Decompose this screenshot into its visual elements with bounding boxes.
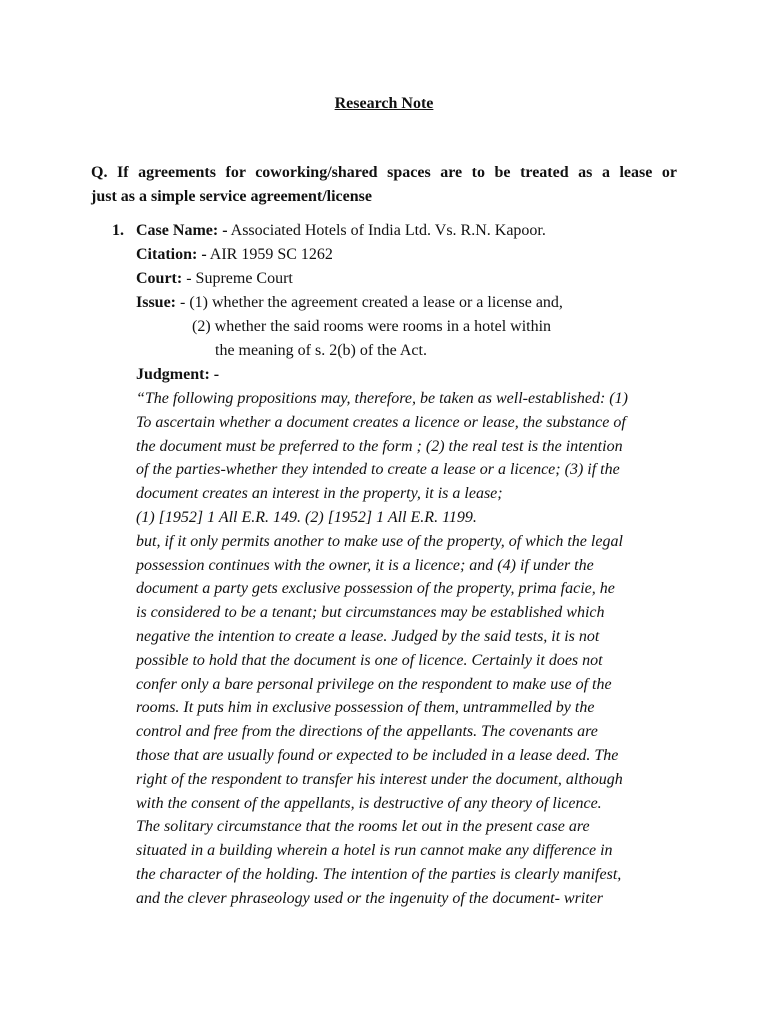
judgment-line: confer only a bare personal privilege on the respondent to make use of the	[136, 675, 612, 693]
judgment-line: possible to hold that the document is one of licence. Certainly it does not	[136, 651, 603, 669]
judgment-line: but, if it only permits another to make use of the property, of which the legal	[136, 532, 623, 550]
citation-row	[136, 243, 682, 267]
judgment-line: document creates an interest in the property, it is a lease;	[136, 485, 503, 503]
citation-value: AIR 1959 SC 1262	[206, 246, 333, 263]
issue-value-2: (2) whether the said rooms were rooms in a hotel within	[192, 318, 552, 335]
judgment-line: “The following propositions may, therefore, be taken as well-established: (1)	[136, 390, 628, 407]
judgment-line: (1) [1952] 1 All E.R. 149. (2) [1952] 1 All E.R. 1199.	[136, 508, 477, 526]
case-name-label: Case Name: -	[136, 222, 228, 239]
judgment-line: negative the intention to create a lease. Judged by the said tests, it is not	[136, 627, 600, 645]
judgment-line: with the consent of the appellants, is destructive of any theory of licence.	[136, 794, 602, 812]
judgment-line: The solitary circumstance that the rooms let out in the present case are	[136, 818, 590, 836]
judgment-line: document a party gets exclusive possession of the property, prima facie, he	[136, 580, 615, 598]
judgment-line: control and free from the directions of the appellants. The covenants are	[136, 723, 598, 741]
judgment-line: those that are usually found or expected to be included in a lease deed. The	[136, 746, 619, 764]
case-details	[136, 219, 682, 911]
judgment-line: the document must be preferred to the form ; (2) the real test is the intention	[136, 437, 623, 455]
judgment-line: right of the respondent to transfer his interest under the document, although	[136, 770, 623, 788]
judgment-line: rooms. It puts him in exclusive possession of them, untrammelled by the	[136, 699, 595, 717]
judgment-line: of the parties-whether they intended to create a lease or a licence; (3) if the	[136, 461, 620, 479]
question-line-2: just as a simple service agreement/license	[91, 188, 372, 205]
judgment-line: is considered to be a tenant; but circumstances may be established which	[136, 604, 605, 622]
list-number: 1.	[112, 222, 124, 239]
judgment-line: possession continues with the owner, it is a licence; and (4) if under the	[136, 556, 594, 574]
research-question	[91, 161, 677, 209]
question-line-1: Q. If agreements for coworking/shared spaces are to be treated as a lease or	[91, 164, 677, 181]
case-name-value: Associated Hotels of India Ltd. Vs. R.N. Kapoor.	[227, 222, 546, 239]
judgment-line: and the clever phraseology used or the ingenuity of the document- writer	[136, 889, 604, 907]
judgment-label: Judgment: -	[136, 366, 220, 383]
judgment-line: the character of the holding. The intention of the parties is clearly manifest,	[136, 865, 622, 883]
citation-label: Citation: -	[136, 246, 207, 263]
issue-value-3: the meaning of s. 2(b) of the Act.	[215, 342, 427, 359]
issue-label: Issue:	[136, 294, 177, 311]
issue-value-1: - (1) whether the agreement created a lease or a license and,	[176, 294, 563, 311]
judgment-line: situated in a building wherein a hotel is run cannot make any difference in	[136, 842, 613, 860]
page-title: Research Note	[334, 95, 434, 112]
issue-row	[136, 291, 682, 315]
court-row	[136, 267, 682, 291]
court-value: - Supreme Court	[182, 270, 293, 287]
court-label: Court:	[136, 270, 183, 287]
judgment-line: To ascertain whether a document creates a licence or lease, the substance of	[136, 413, 626, 431]
judgment-quote	[136, 387, 682, 911]
case-name-row	[136, 219, 682, 243]
